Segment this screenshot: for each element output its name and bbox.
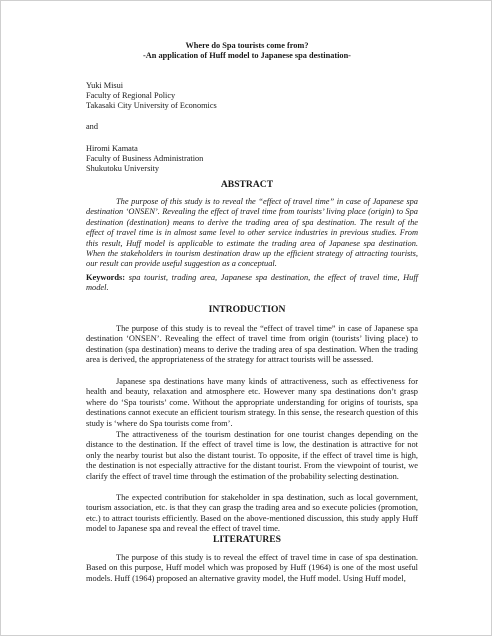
intro-paragraph-2: Japanese spa destinations have many kinds of attractiveness, such as effectiveness for health and beauty, relaxation and atmosphere etc. However many spa destinations don’t grasp where do ‘Spa tourists’ come. Without the appropriate understanding for origins of tourists, spa destinations cannot execute an efficient tourism strategy. In this sense, the research question of this study is ‘where do Spa tourists come from’. bbox=[86, 377, 418, 428]
intro-paragraph-1: The purpose of this study is to reveal the “effect of travel time” in case of Japanese spa destination ‘ONSEN’. Revealing the effect of travel time from origin (tourists’ living place) to destination (spa destination) means to derive the trading area of spa destination. When the trading area is derived, the appropriateness of the strategy for attract tourists will be assessed. bbox=[86, 324, 418, 365]
keywords-label: Keywords: bbox=[86, 273, 126, 282]
intro-paragraph-4: The expected contribution for stakeholder in spa destination, such as local government, tourism association, etc. is that they can grasp the trading area and so execute policies (promotion, etc.) to attract tourists efficiently. Based on the above-mentioned discussion, this study apply Huff model to Japanese spa and reveal the effect of travel time. bbox=[86, 493, 418, 534]
title-line-2: -An application of Huff model to Japanese spa destination- bbox=[143, 51, 351, 60]
intro-paragraph-3: The attractiveness of the tourism destination for one tourist changes depending on the distance to the destination. If the effect of travel time is low, the destination is attractive for not only the nearby tourist but also the distant tourist. To opposite, if the effect of travel time is high, the destination is not especially attractive for the distant tourist. From the viewpoint of tourist, we clarify the effect of travel time through the estimation of the probability selecting destination. bbox=[86, 430, 418, 481]
author-name: Yuki Misui bbox=[86, 81, 124, 90]
author-block-1 bbox=[86, 81, 217, 112]
keywords-text: spa tourist, trading area, Japanese spa destination, the effect of travel time, Huff model. bbox=[86, 273, 419, 293]
abstract-heading: ABSTRACT bbox=[220, 179, 274, 190]
author-faculty: Faculty of Business Administration bbox=[86, 154, 204, 164]
author-university: Takasaki City University of Economics bbox=[86, 101, 217, 111]
keywords bbox=[86, 273, 418, 294]
literatures-paragraph: The purpose of this study is to reveal the effect of travel time in case of spa destination. Based on this purpose, Huff model which was proposed by Huff (1964) is one of the most useful models. Huff (1964) proposed an alternative gravity model, the Huff model. Using Huff model, bbox=[86, 553, 418, 583]
title-line-1: Where do Spa tourists come from? bbox=[185, 41, 309, 50]
author-name: Hiromi Kamata bbox=[86, 144, 138, 153]
author-block-2 bbox=[86, 144, 203, 175]
author-university: Shukutoku University bbox=[86, 164, 160, 174]
literatures-heading: LITERATURES bbox=[212, 534, 282, 545]
abstract-text: The purpose of this study is to reveal the “effect of travel time” in case of Japanese spa destination ‘ONSEN’. Revealing the effect of travel time from tourists’ living place (origin) to Spa destination (destination) means to derive the trading area of spa destination. The result of the effect of travel time is in almost same level to other service industries in previous studies. From this result, Huff model is applicable to estimate the trading area of Japanese spa destination. When the stakeholders in tourism destination draw up the efficient strategy of attracting tourists, our result can provide useful suggestion as a conceptual. bbox=[86, 197, 418, 269]
paper-title bbox=[1, 41, 492, 61]
author-separator: and bbox=[86, 122, 98, 131]
author-faculty: Faculty of Regional Policy bbox=[86, 91, 176, 101]
introduction-heading: INTRODUCTION bbox=[208, 304, 286, 315]
